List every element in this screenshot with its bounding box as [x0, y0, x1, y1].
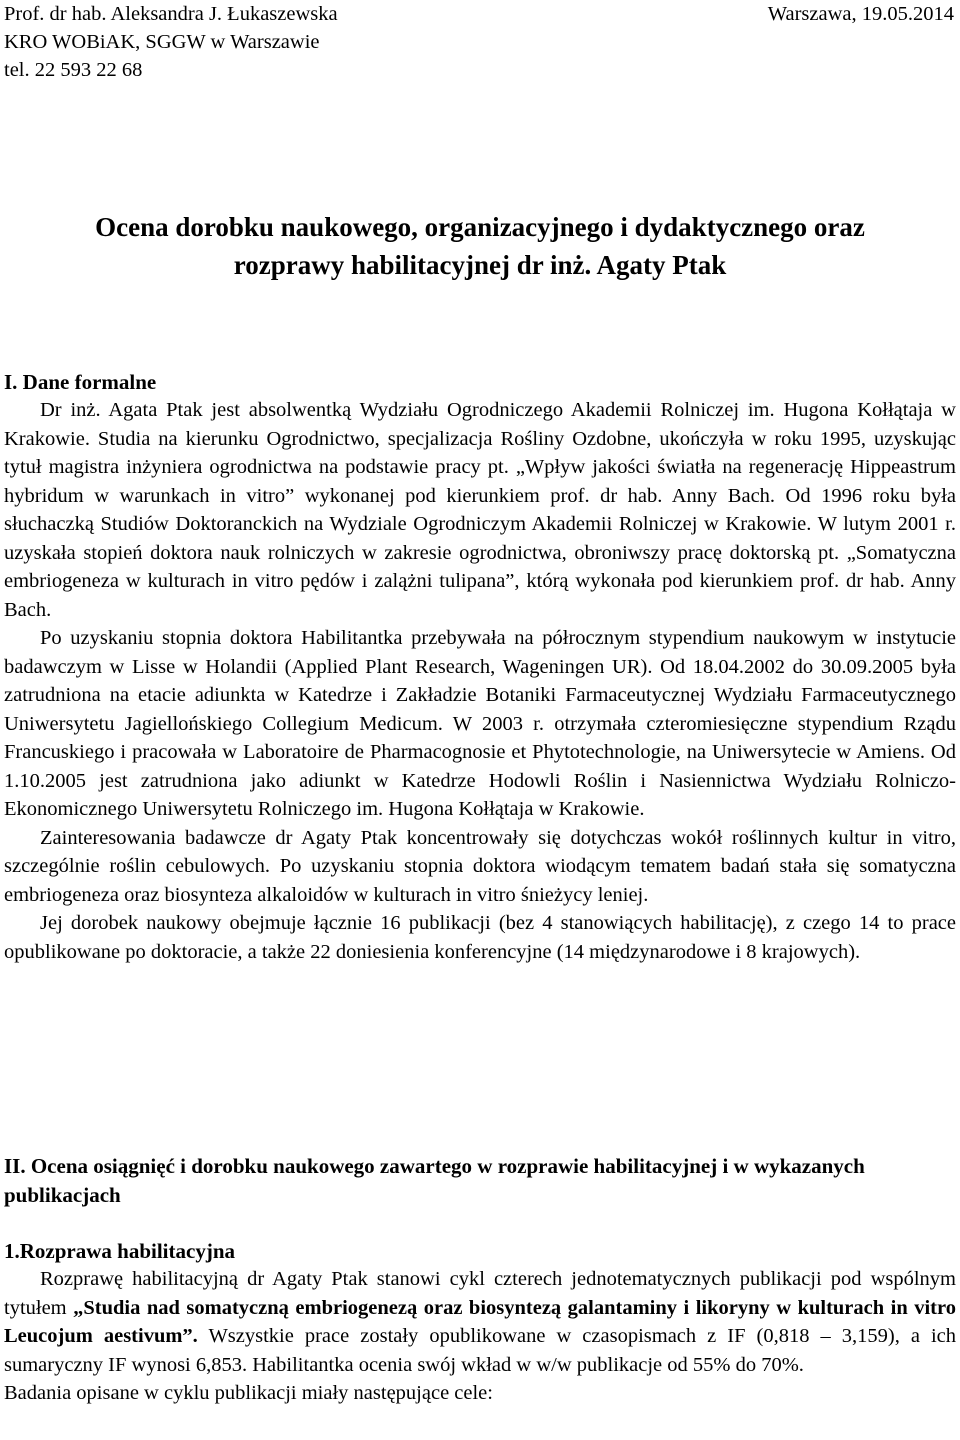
place-date: Warszawa, 19.05.2014 [767, 3, 954, 25]
paragraph-dissertation [4, 1265, 956, 1379]
paragraph-education: Dr inż. Agata Ptak jest absolwentką Wydziału Ogrodniczego Akademii Rolniczej im. Hugona Kołłątaja w Krakowie. Studia na kierunku Ogrodnictwo, specjalizacja Rośliny Ozdobne, ukończyła w roku 1995, uzyskując tytuł magistra inżyniera ogrodnictwa na podstawie pracy pt. „Wpływ jakości światła na regenerację Hippeastrum hybridum w warunkach in vitro” wykonanej pod kierunkiem prof. dr hab. Anny Bach. Od 1996 roku była słuchaczką Studiów Doktoranckich na Wydziale Ogrodniczym Akademii Rolniczej w Krakowie. W lutym 2001 r. uzyskała stopień doktora nauk rolniczych w zakresie ogrodnictwa, obroniwszy pracę doktorską pt. „Somatyczna embriogeneza w kulturach in vitro pędów i zalążni tulipana”, którą wykonała pod kierunkiem prof. dr hab. Anny Bach. [4, 399, 956, 621]
affiliation: KRO WOBiAK, SGGW w Warszawie [4, 31, 320, 53]
paragraph-goals-intro: Badania opisane w cyklu publikacji miały następujące cele: [4, 1382, 493, 1404]
author-name: Prof. dr hab. Aleksandra J. Łukaszewska [4, 3, 338, 25]
title-line-1: Ocena dorobku naukowego, organizacyjnego i dydaktycznego oraz [95, 212, 865, 242]
document-title [0, 208, 960, 284]
phone-number: tel. 22 593 22 68 [4, 59, 143, 81]
section1-body [4, 396, 956, 966]
section-heading-formal-data: I. Dane formalne [4, 370, 157, 394]
section3-body [4, 1265, 956, 1408]
title-line-2: rozprawy habilitacyjnej dr inż. Agaty Ptak [233, 250, 727, 280]
dissertation-title: „Studia nad somatyczną embriogenezą oraz biosyntezą galantaminy i likoryny w kulturach in vitro Leucojum aestivum”. [4, 1296, 956, 1347]
paragraph-research-interests: Zainteresowania badawcze dr Agaty Ptak koncentrowały się dotychczas wokół roślinnych kultur in vitro, szczególnie roślin cebulowych. Po uzyskaniu stopnia doktora wiodącym tematem badań stała się somatyczna embriogeneza oraz biosynteza alkaloidów w kulturach in vitro śnieżycy leniej. [4, 826, 956, 906]
letter-header [4, 0, 956, 84]
dissertation-intro: Rozprawę habilitacyjną dr Agaty Ptak stanowi cykl czterech jednotematycznych publikacji pod wspólnym tytułem [4, 1268, 956, 1319]
paragraph-career: Po uzyskaniu stopnia doktora Habilitantka przebywała na półrocznym stypendium naukowym w instytucie badawczym w Lisse w Holandii (Applied Plant Research, Wageningen UR). Od 18.04.2002 do 30.09.2005 była zatrudniona na etacie adiunkta w Katedrze i Zakładzie Botaniki Farmaceutycznej Wydziału Farmaceutycznego Uniwersytetu Jagiellońskiego Collegium Medicum. W 2003 r. otrzymała czteromiesięczne stypendium Rządu Francuskiego i pracowała w Laboratoire de Pharmacognosie et Phytotechnologie, na Uniwersytecie w Amiens. Od 1.10.2005 jest zatrudniona jako adiunkt w Katedrze Hodowli Roślin i Nasiennictwa Wydziału Rolniczo-Ekonomicznego Uniwersytetu Rolniczego im. Hugona Kołłątaja w Krakowie. [4, 627, 956, 820]
header-row-1 [4, 0, 956, 28]
paragraph-publications: Jej dorobek naukowy obejmuje łącznie 16 publikacji (bez 4 stanowiących habilitację), z czego 14 to prace opublikowane po doktoracie, a także 22 doniesienia konferencyjne (14 międzynarodowe i 8 krajowych). [4, 912, 956, 963]
dissertation-details: Wszystkie prace zostały opublikowane w czasopismach z IF (0,818 – 3,159), a ich sumaryczny IF wynosi 6,853. Habilitantka ocenia swój wkład w w/w publikacje od 55% do 70%. [4, 1325, 956, 1376]
section-heading-achievements: II. Ocena osiągnięć i dorobku naukowego zawartego w rozprawie habilitacyjnej i w wykazanych publikacjach [4, 1154, 865, 1207]
subsection-heading-dissertation: 1.Rozprawa habilitacyjna [4, 1239, 235, 1263]
